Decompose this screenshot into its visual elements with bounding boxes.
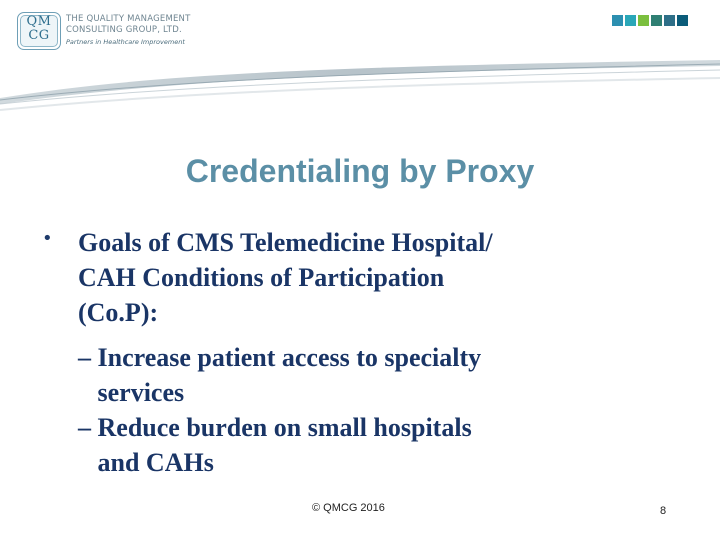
main-bullet-text [78, 225, 493, 330]
sub-bullet-line: – Increase patient access to specialty [78, 343, 482, 372]
main-line: (Co.P): [78, 298, 159, 327]
decorative-square [638, 15, 649, 26]
decorative-square [677, 15, 688, 26]
decorative-square [664, 15, 675, 26]
qmcg-logo-icon [17, 12, 61, 50]
main-line: Goals of CMS Telemedicine Hospital/ [78, 228, 493, 257]
footer-copyright: © QMCG 2016 [312, 502, 385, 514]
bullet-icon: • [42, 228, 53, 249]
decorative-square [651, 15, 662, 26]
logo-mark-line2: CG [28, 28, 50, 43]
logo-mark-line1: QM [26, 14, 52, 29]
decorative-square [612, 15, 623, 26]
sub-bullet-list [78, 340, 481, 480]
decorative-square [625, 15, 636, 26]
sub-bullet-line: – Reduce burden on small hospitals [78, 413, 472, 442]
company-name-line2: CONSULTING GROUP, LTD. [66, 25, 182, 35]
decorative-squares [612, 15, 688, 27]
main-line: CAH Conditions of Participation [78, 263, 445, 292]
page-number: 8 [660, 505, 667, 517]
slide-title: Credentialing by Proxy [185, 153, 535, 189]
sub-bullet-line: services [78, 378, 185, 407]
sub-bullet-line: and CAHs [78, 448, 214, 477]
company-name [66, 14, 191, 47]
company-name-line1: THE QUALITY MANAGEMENT [66, 14, 191, 24]
company-tagline: Partners in Healthcare Improvement [66, 38, 185, 46]
